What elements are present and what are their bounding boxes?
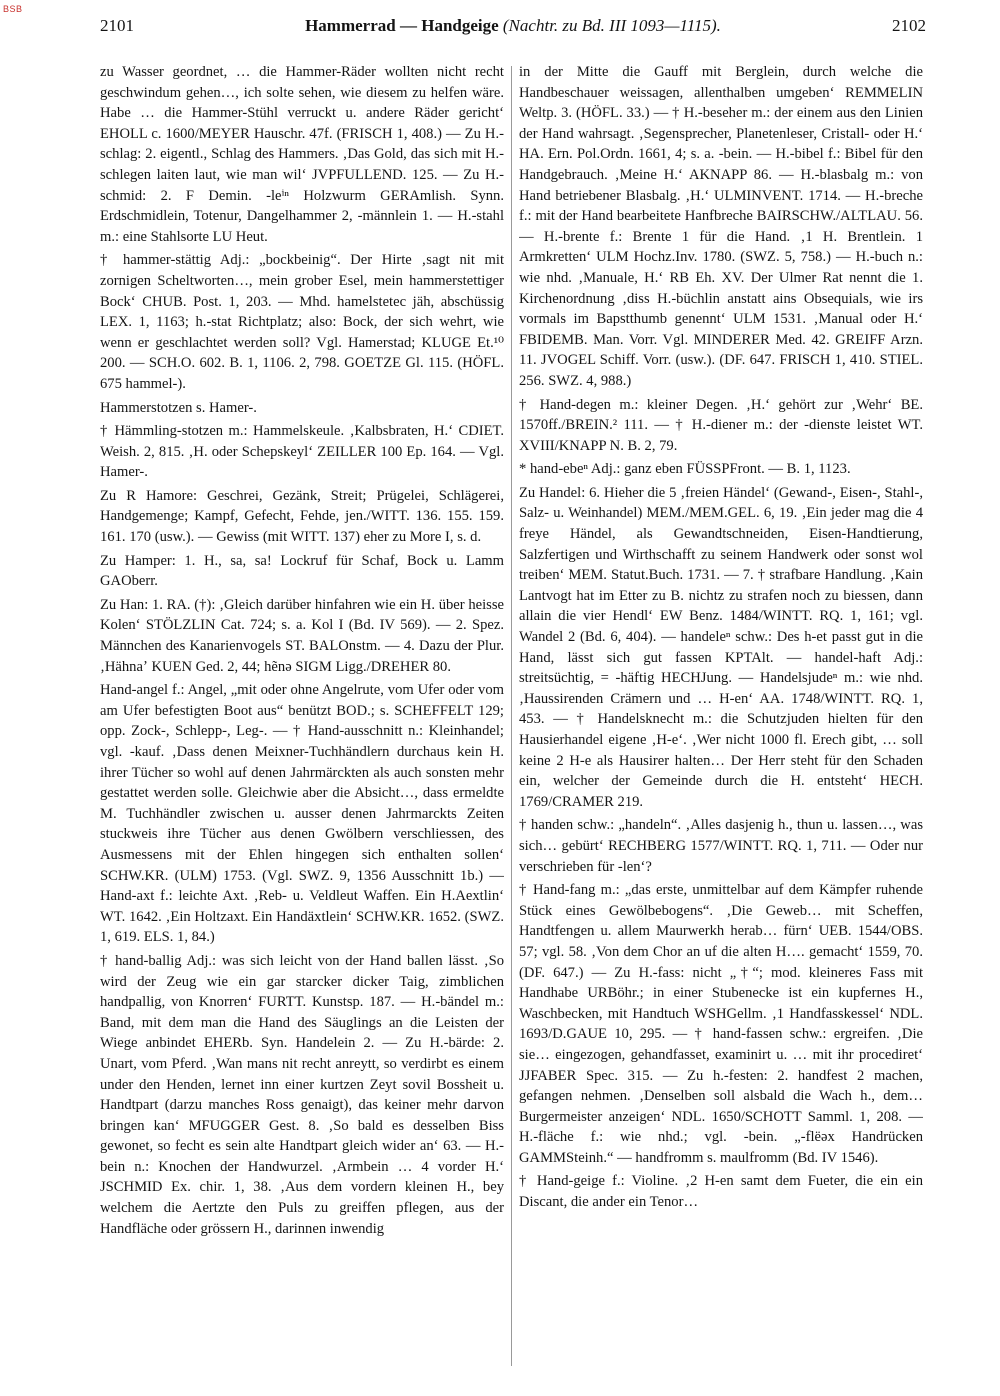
column-divider [511,66,512,1366]
page-title [100,16,926,36]
entry-paragraph: † Hand-geige f.: Violine. ‚2 H-en samt dem Fueter, die ein ein Discant, die ander ein Tenor… [519,1173,923,1211]
entry-paragraph: † Hand-degen m.: kleiner Degen. ‚H.‘ gehört zur ‚Wehr‘ BE. 1570ff./BREIN.² 111. — † H.-diener m.: der -dienste leistet WT. XVIII/KNAPP N. B. 2, 79. [519,396,923,454]
running-header [100,16,926,44]
entry-paragraph: † Hämmling-stotzen m.: Hammelskeule. ‚Kalbsbraten, H.‘ CDIET. Weish. 2, 815. ‚H. oder Schepskeyl‘ ZEILLER 100 Ep. 164. — Vgl. Hamer-. [100,423,504,481]
entry-paragraph: Zu Han: 1. RA. (†): ‚Gleich darüber hinfahren wie ein H. über heisse Kolen‘ STÖLZLIN Cat. 724; s. a. Kol I (Bd. IV 569). — 2. Spez. Männchen des Kanarienvogels ST. BALOnstm. — 4. Dazu der Plur. ‚Hähnaʼ KUEN Ged. 2, 44; hẽnə SIGM Ligg./DREHER 80. [100,596,504,675]
entry-paragraph: * hand-ebeⁿ Adj.: ganz eben FÜSSPFront. — B. 1, 1123. [519,461,851,478]
left-column [100,62,504,1372]
library-stamp: BSB [3,4,23,14]
entry-paragraph: † handen schw.: „handeln“. ‚Alles dasjenig h., thun u. lassen…, was sich… gebürt‘ RECHBERG 1577/WINTT. RQ. 1, 711. — Oder nur verschrieben für -len‘? [519,817,923,875]
entry-paragraph: † hand-ballig Adj.: was sich leicht von der Hand ballen lässt. ‚So wird der Zeug wie ein gar starcker dicker Taig, zimblichen handpallig, von Knorren‘ FURTT. Kunstsp. 187. — H.-bändel m.: Band, mit dem man die Hand des Säuglings an die Leisten der Wiege anbindet EHERb. Syn. Handelein 2. — Zu H.-bärde: 2. Unart, vom Pferd. ‚Wan mans nit recht anreytt, so verdirbt es einem under den Henden, lernet inn einer kurtzen Zeyt sovil Bossheit u. Handtpart (darzu manches Ross genaigt), das keiner mehr darvon bringen kan‘ MFUGGER Gest. 8. ‚So bald es desselben Biss gewonet, so fecht es sein alte Handtpart gleich wider an‘ 63. — H.-bein n.: Knochen der Handwurzel. ‚Armbein … 4 vorder H.‘ JSCHMID Ex. chir. 1, 38. ‚Aus dem vordern kleinen H., bey welchem die Aertzte den Puls zu greiffen pflegen, aus der Handfläche oder grössern H., darinnen inwendig [100,952,504,1237]
entry-paragraph: Hand-angel f.: Angel, „mit oder ohne Angelrute, vom Ufer oder vom am Ufer befestigten Boot aus“ benützt BOD.; s. SCHEFFELT 129; opp. Zock-, Schlepp-, Leg-. — † Hand-ausschnitt n.: Kleinhandel; vgl. -kauf. ‚Dass denen Meixner-Tuchhändlern durchaus kein H. ihrer Tücher so wohl auf denen Jahrmärckten als auch sonsten mehr gestattet werden solle. Gleichwie aber die Absicht…, dass ermeldte M. Tuchhändler zwischen u. ausser denen Jahrmarckts Zeiten stuckweis ihre Tücher aus denen Gwölbern verschliessen, des Ausmessens mit der Ehlen hingegen sich enthalten sollen‘ SCHW.KR. (ULM) 1753. (Vgl. SWZ. 9, 1356 Ausschnitt 1b.) — Hand-axt f.: leichte Axt. ‚Reb- u. Veldleut Waffen. Ein H.Aextlin‘ WT. 1642. ‚Ein Holtzaxt. Ein Handäxtlein‘ SCHW.KR. 1652. (SWZ. 1, 619. ELS. 1, 84.) [100,682,504,946]
entry-paragraph: in der Mitte die Gauff mit Berglein, durch welche die Handbeschauer weissagen, allenthalben umgeben‘ REMMELIN Weltp. 3. (HÖFL. 33.) — † H.-beseher m.: der einem aus den Linien der Hand wahrsagt. ‚Segensprecher, Planetenleser, Cristall- oder H.‘ HA. Ern. Pol.Ordn. 1661, 4; s. a. -bein. — H.-bibel f.: Bibel für den Handgebrauch. ‚Meine H.‘ AKNAPP 86. — H.-blasbalg m.: von Hand betriebener Blasbalg. ‚H.‘ ULMINVENT. 1714. — H.-breche f.: mit der Hand bearbeitete Hanfbreche BAIRSCHW./ALTLAU. 56. — H.-brente f.: Brente 1 für die Hand. ‚1 H. Brentlein. 1 Armkretten‘ ULM Hochz.Inv. 1780. (SWZ. 5, 758.) — H.-buch n.: wie nhd. ‚Manuale, H.‘ RB Eh. XV. Der Ulmer Rat nennt die 1. Kirchenordnung ‚diss H.-büchlin anstatt ains Obsequials, wie irs vormals im Bapstthumb genennt‘ ULM 1531. ‚Manual oder H.‘ FBIDEMB. Man. Vorr. Vgl. MINDERER Med. 42. GREIFF Arzn. 11. JVOGEL Schiff. Vorr. (usw.). (DF. 647. FRISCH 1, 410. STIEL. 256. SWZ. 4, 988.) [519,64,923,389]
page-number-right: 2102 [892,16,926,35]
title-supplement-note: (Nachtr. zu Bd. III 1093—1115). [502,16,721,35]
entry-paragraph: Zu Hamper: 1. H., sa, sa! Lockruf für Schaf, Bock u. Lamm GAOberr. [100,552,504,590]
entry-paragraph: Hammerstotzen s. Hamer-. [100,399,257,416]
page-number-left: 2101 [100,16,134,35]
right-column [519,62,923,1372]
entry-paragraph: zu Wasser geordnet, … die Hammer-Räder wollten nicht recht geschwindum gehen…, ich solte sehen, wie diesem zu helfen wäre. Habe … die Hammer-Stühl verruckt u. andere Räder gericht‘ EHOLL c. 1600/MEYER Hauschr. 47f. (FRISCH 1, 408.) — Zu H.-schlag: 2. eigentl., Schlag des Hammers. ‚Das Gold, das sich mit H.-schlegen laiten laut, wie man wil‘ JVPFULLEND. 125. — Zu H.-schmid: 2. F Demin. -leⁱⁿ Holzwurm GERAmlish. Synn. Erdschmidlein, Totenur, Dangelhammer 2, -männlein 1. — H.-stahl m.: eine Stahlsorte LU Heut. [100,64,504,245]
title-headwords: Hammerrad — Handgeige [305,16,499,35]
entry-paragraph: Zu Handel: 6. Hieher die 5 ‚freien Händel‘ (Gewand-, Eisen-, Stahl-, Salz- u. Weinhandel) MEM./MEM.GEL. 6, 19. ‚Ein jeder mag die 4 freye Händel, als Gewandtschneiden, Eisen-Handtierung, Salzfertigen und Wirthschafft zu seinem Handwerk oder sonst wol treiben‘ MEM. Statut.Buch. 1731. — 7. † strafbare Handlung. ‚Kain Lantvogt hat im Etter zu B. nichtz zu strafen noch zu biessen, dann allain die vier Hendl‘ EW Benz. 1484/WINTT. RQ. 1, 161; vgl. Wandel 2 (Bd. 6, 404). — handeleⁿ schw.: Des h-et passt gut in die Hand, lässt sich gut fassen KPTAlt. — handel-haft Adj.: streitsüchtig, = -häftig HECHJung. — Handelsjudeⁿ m.: wie nhd. ‚Haussirenden Crämern und … H-en‘ AA. 1748/WINTT. RQ. 1, 453. — † Handelsknecht m.: die Schutzjuden hielten für den Hausierhandel eigene ‚H-e‘. ‚Wer nicht 1000 fl. Erech gibt, … soll keine 2 H-e als Hausirer halten… Der Herr steht für den Schaden ein, welcher der Gemeinde durch die H. entsteht‘ HECH. 1769/CRAMER 219. [519,484,923,810]
entry-paragraph: Zu R Hamore: Geschrei, Gezänk, Streit; Prügelei, Schlägerei, Handgemenge; Kampf, Gefecht, Fehde, jen./WITT. 136. 155. 159. 161. 170 (usw.). — Gewiss (mit WITT. 137) eher zu More I, s. d. [100,487,504,546]
entry-paragraph: † hammer-stättig Adj.: „bockbeinig“. Der Hirte ‚sagt nit mit zornigen Scheltworten…, mein grober Esel, mein hammerstettiger Bock‘ CHUB. Post. 1, 203. — Mhd. hamelstetec jäh, abschüssig LEX. 1, 1163; h.-stat Richtplatz; also: Bock, der sich wehrt, wie wenn er geschlachtet werden soll? Vgl. Hamerstad; KLUGE Et.¹⁰ 200. — SCH.O. 602. B. 1, 1106. 2, 798. GOETZE Gl. 115. (HÖFL. 675 hammel-). [100,252,504,392]
entry-paragraph: † Hand-fang m.: „das erste, unmittelbar auf dem Kämpfer ruhende Stück eines Gewölbebogens“. ‚Die Geweb… mit Scheffen, Handtfengen u. allem Maurwerkh herab… fürn‘ UEB. 1544/OBS. 57; vgl. 58. ‚Von dem Chor an uf die alten H…. gemacht‘ 1559, 70. (DF. 647.) — Zu H.-fass: nicht „†“; mod. kleineres Fass mit Handhabe URBöhr.; in einer Stubenecke ist ein kupfernes H., Waschbecken, mit Handtuch WSHGellm. ‚1 Handfasskessel‘ NDL. 1693/D.GAUE 10, 295. — † hand-fassen schw.: ergreifen. ‚Die sie… eingezogen, gehandfasset, examinirt u. … mit ihr procediret‘ JJFABER Spec. 315. — Zu h.-festen: 2. handfest 2 machen, gefangen nehmen. ‚Denselben soll alsbald die Wach h., dem… Burgermeister anzeigen‘ NDL. 1650/SCHOTT Samml. 1, 208. — H.-fläche f.: wie nhd.; vgl. -bein. „-flëəx Handrücken GAMMSteinh.“ — handfromm s. maulfromm (Bd. IV 1546). [519,882,923,1166]
